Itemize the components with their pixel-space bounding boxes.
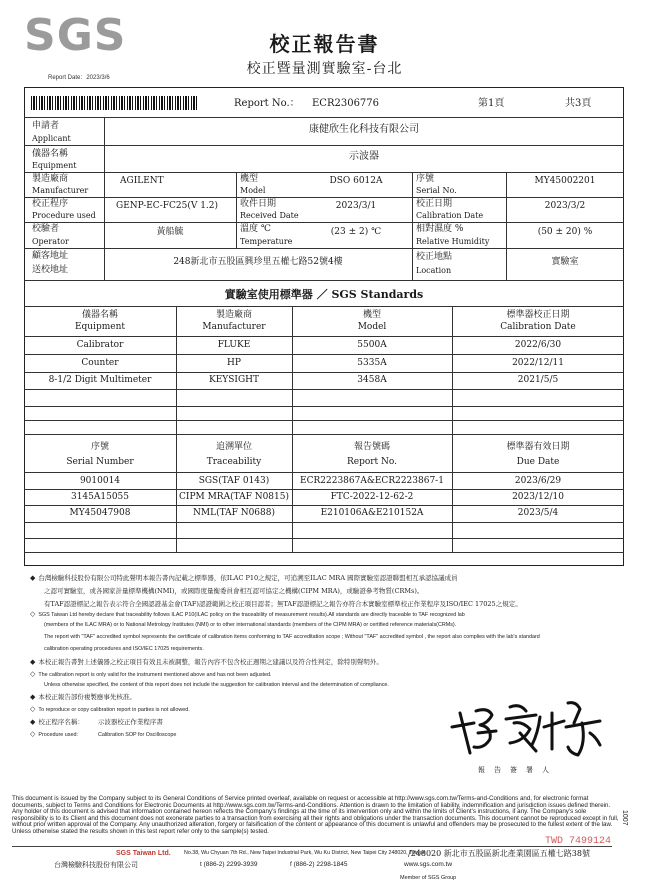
note-text: 台灣檢驗科技股份有限公司特此聲明本報告書內記載之標準器，依ILAC P10之規定，可追溯至ILAC MRA 國際實驗室認證聯盟相互承認協議成員 xyxy=(38,574,458,582)
model-label-en: Model xyxy=(240,186,266,195)
table-cell: Counter xyxy=(81,358,119,368)
applicant-value: 康健欣生化科技有限公司 xyxy=(309,124,419,135)
serial-value: MY45002201 xyxy=(534,176,596,186)
divider xyxy=(24,172,624,173)
side-code: 1007 xyxy=(621,810,628,826)
table-cell: 2023/5/4 xyxy=(517,508,559,518)
note-text: 本校正報告部份複製應事先核准。 xyxy=(38,693,136,701)
company-name-zh: 台灣檢驗科技股份有限公司 xyxy=(54,861,138,869)
note-procedure-zh xyxy=(30,717,163,726)
divider xyxy=(24,336,624,337)
note-text: (members of the ILAC MRA) or to National Metrology Institutes (NMI) or to other international standards (members of the CIPM MRA) or certified reference materials(CRMs). xyxy=(44,622,457,628)
diamond-bullet-icon: ◆ xyxy=(30,574,36,582)
procedure-label-zh: 校正程序 xyxy=(32,199,69,209)
trace-head-traceability-zh: 追溯單位 xyxy=(215,442,252,452)
table-cell: 3458A xyxy=(357,375,387,385)
trace-head-due-en: Due Date xyxy=(516,457,560,467)
company-name-en: SGS Taiwan Ltd. xyxy=(116,850,171,857)
std-head-manufacturer-en: Manufacturer xyxy=(202,322,266,332)
caldate-label-zh: 校正日期 xyxy=(416,199,453,209)
diamond-outline-bullet-icon: ◇ xyxy=(30,731,36,738)
table-cell: 2021/5/5 xyxy=(517,375,559,385)
company-address-en: No.38, Wu Chyuan 7th Rd., New Taipei Industrial Park, Wu Ku District, New Taipei City 248020, Taiwan xyxy=(184,850,426,856)
note-text: To reproduce or copy calibration report in parties is not allowed. xyxy=(38,707,190,713)
procedure-value: GENP-EC-FC25(V 1.2) xyxy=(116,201,219,211)
trace-head-report-en: Report No. xyxy=(346,457,398,467)
diamond-outline-bullet-icon: ◇ xyxy=(30,671,36,678)
disclaimer-text: This document is issued by the Company subject to its General Conditions of Service printed overleaf, available on request or accessible at http://www.sgs.com.tw/Terms-and-Conditions and, for electronic format documents, subject to Terms and Conditions for Electronic Documents at http://www.sgs.com.tw/Terms-and-Conditions. Attention is drawn to the limitation of liability, indemnification and jurisdiction issues defined therein. Any holder of this document is advised that information contained hereon reflects the Company's findings at the time of its intervention only and within the limits of Client's instructions, if any. The Company's sole responsibility is to its Client and this document does not exonerate parties to a transaction from exercising all their rights and obligations under the transaction documents. This document cannot be reproduced except in full, without prior written approval of the Company. Any unauthorized alteration, forgery or falsification of the content or appearance of this document is unlawful and offenders may be prosecuted to the fullest extent of the law. Unless otherwise stated the results shown in this test report refer only to the sample(s) tested. xyxy=(12,795,619,835)
applicant-label-zh: 申請者 xyxy=(32,121,60,131)
signer-label: 報告簽署人 xyxy=(478,766,558,774)
note-text: 之認可實驗室，或各國家計量標準機構(NMI)，或國際度量衡委員會相互認可協定之機構(CIPM MRA)，或驗證參考物質(CRMs)。 xyxy=(44,587,424,595)
note-text: 本校正報告書對上述儀器之校正項目有效且未被調整，報告內容不包含校正週期之建議以及符合性判定，除特別聲明外。 xyxy=(38,658,383,666)
equipment-label-en: Equipment xyxy=(32,161,77,170)
divider xyxy=(24,117,624,118)
caldate-value: 2023/3/2 xyxy=(544,201,586,211)
company-fax: f (886-2) 2298-1845 xyxy=(290,861,348,868)
location-label-en: Location xyxy=(416,266,452,275)
trace-head-report-zh: 報告號碼 xyxy=(353,442,390,452)
std-head-manufacturer-zh: 製造廠商 xyxy=(215,310,252,320)
diamond-bullet-icon: ◆ xyxy=(30,718,36,726)
manufacturer-value: AGILENT xyxy=(120,176,164,186)
diamond-outline-bullet-icon: ◇ xyxy=(30,706,36,713)
divider xyxy=(24,522,624,523)
note-traceability-zh xyxy=(30,573,458,582)
table-cell: HP xyxy=(227,358,241,368)
caldate-label-en: Calibration Date xyxy=(416,211,484,220)
table-cell: E210106A&E210152A xyxy=(320,508,424,518)
divider xyxy=(24,505,624,506)
divider xyxy=(24,354,624,355)
table-cell: NML(TAF N0688) xyxy=(193,508,275,518)
temperature-label-zh: 溫度 ℃ xyxy=(240,224,271,234)
table-cell: 3145A15055 xyxy=(70,492,130,502)
std-head-model-zh: 機型 xyxy=(362,310,381,320)
table-cell: 2022/12/11 xyxy=(512,358,564,368)
report-no-label: Report No.： xyxy=(234,98,300,109)
table-cell: 2023/12/10 xyxy=(512,492,564,502)
serial-label-zh: 序號 xyxy=(416,174,435,184)
divider xyxy=(24,538,624,539)
model-value: DSO 6012A xyxy=(329,176,383,186)
applicant-label-en: Applicant xyxy=(32,134,71,143)
report-no-value: ECR2306776 xyxy=(312,98,380,109)
note-text: calibration operating procedures and ISO/IEC 17025 requirements. xyxy=(44,646,204,652)
std-head-caldate-zh: 標準器校正日期 xyxy=(506,310,570,320)
divider xyxy=(24,472,624,473)
serial-label-en: Serial No. xyxy=(416,186,457,195)
equipment-value: 示波器 xyxy=(349,151,379,162)
company-website[interactable]: www.sgs.com.tw xyxy=(404,861,453,868)
std-head-equipment-en: Equipment xyxy=(74,322,126,332)
note-text: 校正程序名稱： xyxy=(38,718,84,726)
report-date: Report Date：2023/3/6 xyxy=(48,75,110,81)
diamond-bullet-icon: ◆ xyxy=(30,693,36,701)
procedure-label-en: Procedure used xyxy=(32,211,96,220)
divider xyxy=(412,172,413,280)
address-value: 248新北市五股區興珍里五權七路52號4樓 xyxy=(173,257,343,267)
page-total: 共3頁 xyxy=(565,98,592,109)
temperature-value: (23 ± 2) ℃ xyxy=(330,227,382,237)
trace-head-serial-en: Serial Number xyxy=(66,457,134,467)
divider xyxy=(24,434,624,435)
divider xyxy=(24,306,624,307)
divider xyxy=(24,406,624,407)
table-cell: ECR2223867A&ECR2223867-1 xyxy=(300,476,444,486)
standards-section-title: 實驗室使用標準器 ／ SGS Standards xyxy=(224,288,424,301)
note-copy-en xyxy=(30,705,190,713)
divider xyxy=(104,117,105,280)
divider xyxy=(24,389,624,390)
note-validity-en xyxy=(30,670,272,678)
table-cell: MY45047908 xyxy=(69,508,131,518)
table-cell: FTC-2022-12-62-2 xyxy=(330,492,414,502)
table-cell: 8-1/2 Digit Multimeter xyxy=(48,375,152,385)
table-cell: 5500A xyxy=(357,340,387,350)
diamond-outline-bullet-icon: ◇ xyxy=(30,611,36,618)
divider xyxy=(24,372,624,373)
note-text: Unless otherwise specified, the content of this report does not include the suggestion for calibration interval and the determination of compliance. xyxy=(44,682,389,688)
footer-divider xyxy=(12,846,612,847)
table-cell: FLUKE xyxy=(217,340,251,350)
std-head-equipment-zh: 儀器名稱 xyxy=(81,310,118,320)
operator-label-en: Operator xyxy=(32,237,69,246)
table-cell: 9010014 xyxy=(79,476,121,486)
note-text: 示波器校正作業程序書 xyxy=(97,718,163,726)
note-text: The calibration report is only valid for the instrument mentioned above and has not been adjusted. xyxy=(38,672,272,678)
table-cell: KEYSIGHT xyxy=(209,375,259,385)
table-cell: SGS(TAF 0143) xyxy=(198,476,270,486)
received-value: 2023/3/1 xyxy=(335,201,377,211)
barcode-image xyxy=(31,96,199,110)
document-subtitle: 校正暨量測實驗室-台北 xyxy=(246,61,403,77)
manufacturer-label-zh: 製造廠商 xyxy=(32,174,69,184)
page-number: 第1頁 xyxy=(478,98,505,109)
diamond-bullet-icon: ◆ xyxy=(30,658,36,666)
model-label-zh: 機型 xyxy=(240,174,259,184)
note-text: Procedure used: xyxy=(38,732,78,738)
table-cell: 2022/6/30 xyxy=(514,340,562,350)
location-label-zh: 校正地點 xyxy=(416,252,453,262)
equipment-label-zh: 儀器名稱 xyxy=(32,149,69,159)
sending-address-label: 送校地址 xyxy=(32,265,69,275)
note-traceability-en xyxy=(30,610,465,618)
operator-value: 黃船毓 xyxy=(156,227,184,237)
table-cell: CIPM MRA(TAF N0815) xyxy=(179,492,289,502)
received-label-en: Received Date xyxy=(240,211,299,220)
divider xyxy=(24,552,624,553)
handwritten-signature xyxy=(440,693,620,763)
note-text: Calibration SOP for Oscilloscope xyxy=(97,732,177,738)
location-value: 實驗室 xyxy=(551,257,579,267)
operator-label-zh: 校驗者 xyxy=(32,224,60,234)
table-cell: 2023/6/29 xyxy=(514,476,562,486)
note-text: The report with "TAF" accredited symbol represents the certificate of calibration items conforming to TAF accreditation scope ; Without "TAF" accredited symbol , the report also complies with the lab's standard xyxy=(44,634,540,640)
table-cell: 5335A xyxy=(357,358,387,368)
table-cell: Calibrator xyxy=(76,340,124,350)
logo-text: SGS xyxy=(24,10,127,61)
trace-head-traceability-en: Traceability xyxy=(206,457,262,467)
note-validity-zh xyxy=(30,657,383,666)
document-title: 校正報告書 xyxy=(269,32,380,56)
divider xyxy=(24,222,624,223)
divider xyxy=(24,420,624,421)
company-phone: t (886-2) 2299-3939 xyxy=(200,861,258,868)
temperature-label-en: Temperature xyxy=(240,237,293,246)
humidity-label-zh: 相對濕度 % xyxy=(416,224,464,234)
document-code: TWD 7499124 xyxy=(545,836,612,847)
divider xyxy=(24,248,624,249)
customer-address-label: 顧客地址 xyxy=(32,251,69,261)
std-head-model-en: Model xyxy=(357,322,387,332)
divider xyxy=(24,280,624,281)
group-membership: Member of SGS Group xyxy=(400,875,457,881)
company-address-zh: /248020 新北市五股區新北產業園區五權七路38號 xyxy=(408,849,590,858)
humidity-value: (50 ± 20) % xyxy=(537,227,593,237)
std-head-caldate-en: Calibration Date xyxy=(500,322,576,332)
manufacturer-label-en: Manufacturer xyxy=(32,186,89,195)
note-text: SGS Taiwan Ltd hereby declare that traceability follows ILAC P10(ILAC policy on the traceability of measurement results).All standards are directly traceable to TAF recognized lab xyxy=(38,612,465,618)
humidity-label-en: Relative Humidity xyxy=(416,237,490,246)
note-copy-zh xyxy=(30,692,136,701)
divider xyxy=(24,489,624,490)
note-taf-zh: 有TAF認證標記之報告表示符合全國認證基金會(TAF)認證範圍之校正項目認者；無TAF認證標記之報告亦符合本實驗室標準校正作業程序及ISO/IEC 17025之規定。 xyxy=(44,600,522,608)
divider xyxy=(24,145,624,146)
trace-head-due-zh: 標準器有效日期 xyxy=(506,442,570,452)
divider xyxy=(236,172,237,248)
received-label-zh: 收件日期 xyxy=(240,199,277,209)
note-procedure-en xyxy=(30,730,176,738)
trace-head-serial-zh: 序號 xyxy=(90,442,109,452)
divider xyxy=(24,197,624,198)
